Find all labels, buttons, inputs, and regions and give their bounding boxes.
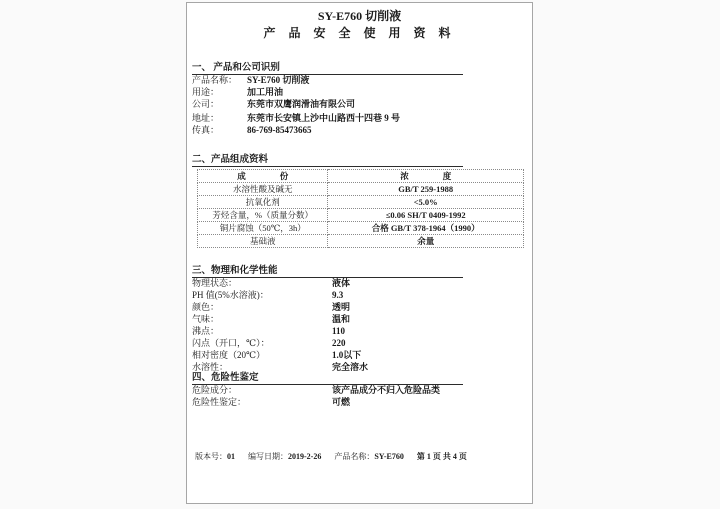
footer-page-info: 第 1 页 共 4 页	[416, 452, 467, 461]
field-label: 物理状态：	[192, 278, 238, 288]
field-value: 完全溶水	[332, 362, 369, 372]
field-label: 水溶性：	[192, 362, 229, 372]
concentration-cell: <5.0%	[328, 196, 524, 209]
field-row-product-name	[192, 74, 400, 86]
section2-heading: 二、产品组成资料	[192, 151, 463, 167]
footer-date-label: 编写日期：	[248, 452, 288, 461]
column-header-component: 成 份	[198, 170, 328, 183]
field-label: 危险成分：	[192, 385, 238, 395]
field-row-physical-state	[192, 277, 368, 289]
component-cell: 抗氧化剂	[198, 196, 328, 209]
field-value: 东莞市长安镇上沙中山路西十四巷 9 号	[247, 113, 401, 123]
component-cell: 水溶性酸及碱无	[198, 183, 328, 196]
page-footer	[195, 451, 480, 462]
footer-date-value: 2019-2-26	[288, 452, 322, 461]
field-label: 气味：	[192, 314, 220, 324]
field-label: 危险性鉴定：	[192, 397, 247, 407]
footer-date	[248, 451, 321, 462]
section1-fields	[192, 74, 400, 136]
field-value: 9.3	[332, 290, 344, 300]
field-label: 地址：	[192, 113, 220, 123]
field-row-ph	[192, 289, 368, 301]
field-label: 用途：	[192, 87, 220, 97]
field-label: 颜色：	[192, 302, 220, 312]
field-value: 液体	[332, 278, 351, 288]
document-page	[186, 2, 533, 504]
field-row-boiling-point	[192, 325, 368, 337]
field-row-relative-density	[192, 349, 368, 361]
table-row	[198, 209, 524, 222]
document-title: SY-E760 切削液	[317, 9, 402, 23]
footer-version	[195, 451, 235, 462]
section4-heading: 四、危险性鉴定	[192, 369, 463, 385]
field-value: SY-E760 切削液	[247, 75, 310, 85]
table-row	[198, 183, 524, 196]
field-value: 温和	[332, 314, 351, 324]
field-label: 产品名称：	[192, 75, 238, 85]
field-label: PH 值(5%水溶液)：	[192, 290, 269, 300]
composition-table	[197, 169, 524, 248]
section1-heading: 一、 产品和公司识别	[192, 59, 463, 75]
section4-fields	[192, 384, 440, 408]
field-value: 110	[332, 326, 346, 336]
footer-version-label: 版本号：	[195, 452, 227, 461]
column-header-concentration: 浓 度	[328, 170, 524, 183]
field-row-hazardous-components	[192, 384, 440, 396]
table-header-row	[198, 170, 524, 183]
table-row	[198, 196, 524, 209]
field-row-hazard-identification	[192, 396, 440, 408]
field-row-company	[192, 98, 400, 110]
section3-fields	[192, 277, 368, 373]
field-value: 透明	[332, 302, 351, 312]
component-cell: 基础液	[198, 235, 328, 248]
field-label: 沸点：	[192, 326, 220, 336]
concentration-cell: 合格 GB/T 378-1964（1990）	[328, 222, 524, 235]
footer-product-value: SY-E760	[374, 452, 404, 461]
field-value: 该产品成分不归入危险品类	[332, 385, 441, 395]
field-row-odor	[192, 313, 368, 325]
footer-version-value: 01	[227, 452, 235, 461]
footer-product-label: 产品名称：	[334, 452, 375, 461]
field-value: 可燃	[332, 397, 351, 407]
field-value: 1.0以下	[332, 350, 362, 360]
component-cell: 铜片腐蚀（50℃，3h）	[198, 222, 328, 235]
field-row-usage	[192, 86, 400, 98]
field-row-color	[192, 301, 368, 313]
section3-heading: 三、物理和化学性能	[192, 262, 463, 278]
field-label: 传真：	[192, 125, 220, 135]
field-row-address	[192, 112, 400, 124]
field-value: 加工用油	[247, 87, 284, 97]
field-label: 闪点（开口，℃）：	[192, 338, 270, 348]
field-value: 220	[332, 338, 346, 348]
component-cell: 芳烃含量，%（质量分数）	[198, 209, 328, 222]
table-row	[198, 235, 524, 248]
footer-product	[334, 451, 404, 462]
field-row-fax	[192, 124, 400, 136]
field-label: 公司：	[192, 99, 220, 109]
field-value: 东莞市双鹰润滑油有限公司	[247, 99, 356, 109]
concentration-cell: ≤0.06 SH/T 0409-1992	[328, 209, 524, 222]
field-value: 86-769-85473665	[247, 125, 312, 135]
table-row	[198, 222, 524, 235]
field-label: 相对密度（20℃）	[192, 350, 266, 360]
document-subtitle: 产 品 安 全 使 用 资 料	[263, 26, 456, 40]
concentration-cell: 余量	[328, 235, 524, 248]
field-row-flash-point	[192, 337, 368, 349]
concentration-cell: GB/T 259-1988	[328, 183, 524, 196]
